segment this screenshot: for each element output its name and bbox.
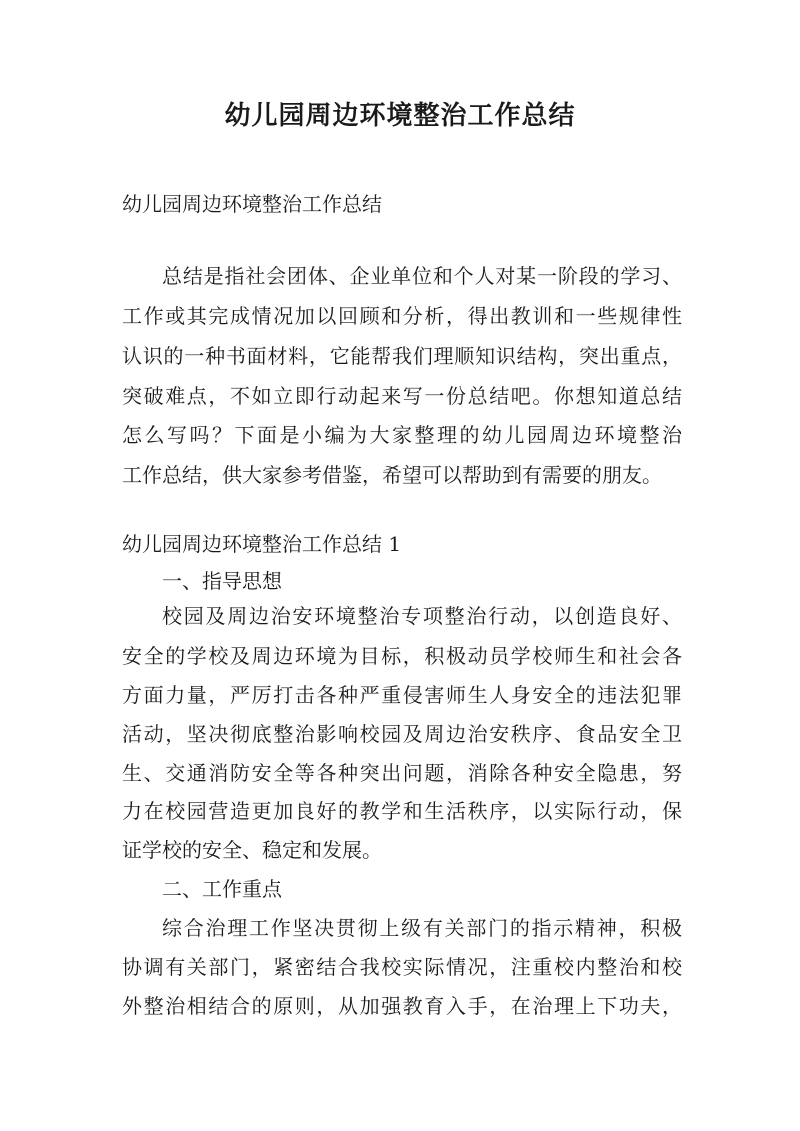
intro-line: 总结是指社会团体、企业单位和个人对某一阶段的学习、 xyxy=(162,264,682,288)
guiding-line: 安全的学校及周边环境为目标，积极动员学校师生和社会各 xyxy=(122,644,682,668)
guiding-line: 生、交通消防安全等各种突出问题，消除各种安全隐患，努 xyxy=(122,761,682,785)
subheading-focus: 二、工作重点 xyxy=(162,877,282,901)
intro-line: 认识的一种书面材料，它能帮我们理顺知识结构，突出重点， xyxy=(122,344,682,368)
guiding-line: 证学校的安全、稳定和发展。 xyxy=(122,838,382,862)
subheading-guiding: 一、指导思想 xyxy=(162,569,282,593)
focus-line: 外整治相结合的原则，从加强教育入手，在治理上下功夫， xyxy=(122,994,682,1018)
focus-line: 协调有关部门，紧密结合我校实际情况，注重校内整治和校 xyxy=(122,955,682,979)
intro-line: 突破难点，不如立即行动起来写一份总结吧。你想知道总结 xyxy=(122,384,682,408)
section-heading: 幼儿园周边环境整治工作总结 1 xyxy=(122,532,402,556)
intro-line: 怎么写吗？下面是小编为大家整理的幼儿园周边环境整治 xyxy=(122,423,682,447)
guiding-line: 活动，坚决彻底整治影响校园及周边治安秩序、食品安全卫 xyxy=(122,722,682,746)
guiding-line: 方面力量，严厉打击各种严重侵害师生人身安全的违法犯罪 xyxy=(122,683,682,707)
document-title: 幼儿园周边环境整治工作总结 xyxy=(224,101,576,131)
focus-line: 综合治理工作坚决贯彻上级有关部门的指示精神，积极 xyxy=(162,916,682,940)
guiding-line: 力在校园营造更加良好的教学和生活秩序，以实际行动，保 xyxy=(122,799,682,823)
guiding-line: 校园及周边治安环境整治专项整治行动，以创造良好、 xyxy=(162,604,682,628)
intro-line: 工作总结，供大家参考借鉴，希望可以帮助到有需要的朋友。 xyxy=(122,463,662,487)
document-subtitle: 幼儿园周边环境整治工作总结 xyxy=(122,192,382,216)
intro-line: 工作或其完成情况加以回顾和分析，得出教训和一些规律性 xyxy=(122,304,682,328)
